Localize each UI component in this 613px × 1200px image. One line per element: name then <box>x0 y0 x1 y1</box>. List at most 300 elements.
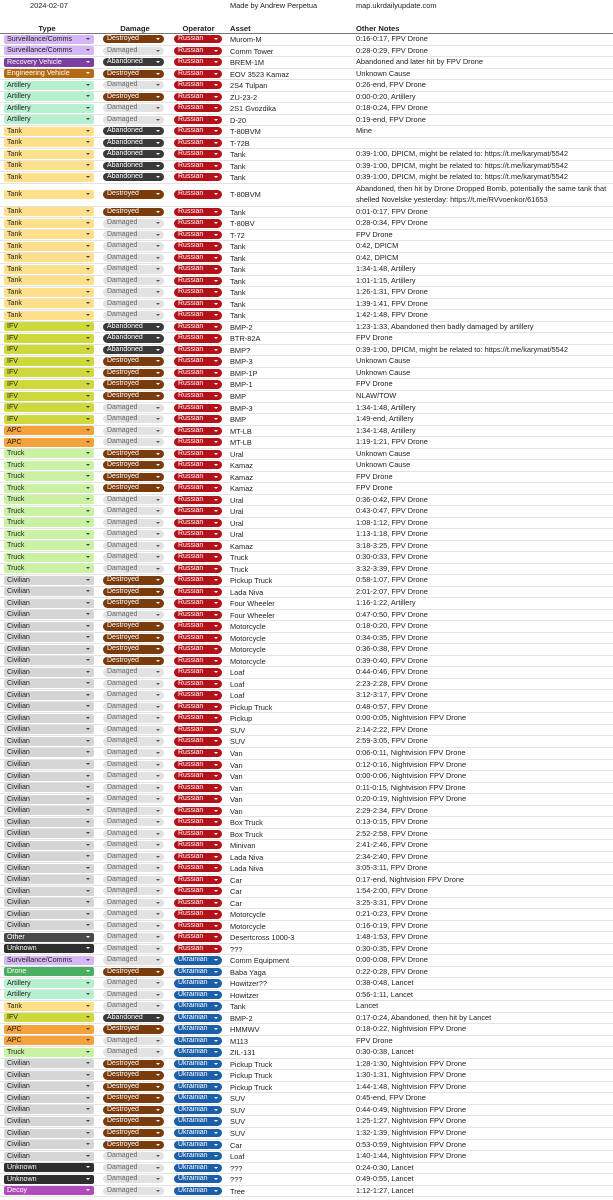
operator-dropdown[interactable] <box>174 553 222 561</box>
type-dropdown[interactable] <box>4 772 94 781</box>
operator-dropdown[interactable] <box>174 47 222 55</box>
damage-dropdown[interactable] <box>103 853 164 861</box>
type-dropdown[interactable] <box>4 311 94 320</box>
damage-dropdown[interactable] <box>103 576 164 584</box>
type-dropdown[interactable] <box>4 933 94 942</box>
type-dropdown[interactable] <box>4 541 94 550</box>
type-dropdown[interactable] <box>4 438 94 447</box>
damage-dropdown[interactable] <box>103 1187 164 1195</box>
damage-dropdown[interactable] <box>103 1014 164 1022</box>
type-dropdown[interactable] <box>4 921 94 930</box>
type-dropdown[interactable] <box>4 679 94 688</box>
operator-dropdown[interactable] <box>174 611 222 619</box>
type-dropdown[interactable] <box>4 242 94 251</box>
type-dropdown[interactable] <box>4 633 94 642</box>
operator-dropdown[interactable] <box>174 311 222 319</box>
operator-dropdown[interactable] <box>174 795 222 803</box>
operator-dropdown[interactable] <box>174 265 222 273</box>
operator-dropdown[interactable] <box>174 645 222 653</box>
damage-dropdown[interactable] <box>103 438 164 446</box>
type-dropdown[interactable] <box>4 161 94 170</box>
operator-dropdown[interactable] <box>174 530 222 538</box>
operator-dropdown[interactable] <box>174 772 222 780</box>
operator-dropdown[interactable] <box>174 1094 222 1102</box>
damage-dropdown[interactable] <box>103 404 164 412</box>
damage-dropdown[interactable] <box>103 795 164 803</box>
operator-dropdown[interactable] <box>174 277 222 285</box>
operator-dropdown[interactable] <box>174 933 222 941</box>
type-dropdown[interactable] <box>4 1025 94 1034</box>
operator-dropdown[interactable] <box>174 634 222 642</box>
type-dropdown[interactable] <box>4 1163 94 1172</box>
type-dropdown[interactable] <box>4 58 94 67</box>
type-dropdown[interactable] <box>4 967 94 976</box>
type-dropdown[interactable] <box>4 875 94 884</box>
damage-dropdown[interactable] <box>103 323 164 331</box>
operator-dropdown[interactable] <box>174 404 222 412</box>
operator-dropdown[interactable] <box>174 945 222 953</box>
damage-dropdown[interactable] <box>103 1060 164 1068</box>
damage-dropdown[interactable] <box>103 496 164 504</box>
type-dropdown[interactable] <box>4 345 94 354</box>
damage-dropdown[interactable] <box>103 70 164 78</box>
damage-dropdown[interactable] <box>103 818 164 826</box>
type-dropdown[interactable] <box>4 484 94 493</box>
header-damage[interactable]: Damage <box>120 24 150 33</box>
operator-dropdown[interactable] <box>174 737 222 745</box>
type-dropdown[interactable] <box>4 288 94 297</box>
operator-dropdown[interactable] <box>174 1175 222 1183</box>
type-dropdown[interactable] <box>4 1002 94 1011</box>
damage-dropdown[interactable] <box>103 841 164 849</box>
operator-dropdown[interactable] <box>174 334 222 342</box>
type-dropdown[interactable] <box>4 910 94 919</box>
operator-dropdown[interactable] <box>174 876 222 884</box>
type-dropdown[interactable] <box>4 714 94 723</box>
damage-dropdown[interactable] <box>103 208 164 216</box>
operator-dropdown[interactable] <box>174 484 222 492</box>
damage-dropdown[interactable] <box>103 968 164 976</box>
header-asset[interactable]: Asset <box>230 24 251 33</box>
damage-dropdown[interactable] <box>103 530 164 538</box>
operator-dropdown[interactable] <box>174 519 222 527</box>
damage-dropdown[interactable] <box>103 1164 164 1172</box>
damage-dropdown[interactable] <box>103 933 164 941</box>
damage-dropdown[interactable] <box>103 599 164 607</box>
damage-dropdown[interactable] <box>103 450 164 458</box>
operator-dropdown[interactable] <box>174 576 222 584</box>
damage-dropdown[interactable] <box>103 357 164 365</box>
type-dropdown[interactable] <box>4 190 94 199</box>
operator-dropdown[interactable] <box>174 415 222 423</box>
damage-dropdown[interactable] <box>103 864 164 872</box>
damage-dropdown[interactable] <box>103 784 164 792</box>
operator-dropdown[interactable] <box>174 864 222 872</box>
damage-dropdown[interactable] <box>103 139 164 147</box>
type-dropdown[interactable] <box>4 1048 94 1057</box>
type-dropdown[interactable] <box>4 299 94 308</box>
operator-dropdown[interactable] <box>174 588 222 596</box>
type-dropdown[interactable] <box>4 725 94 734</box>
damage-dropdown[interactable] <box>103 104 164 112</box>
operator-dropdown[interactable] <box>174 668 222 676</box>
type-dropdown[interactable] <box>4 207 94 216</box>
operator-dropdown[interactable] <box>174 254 222 262</box>
damage-dropdown[interactable] <box>103 979 164 987</box>
damage-dropdown[interactable] <box>103 242 164 250</box>
damage-dropdown[interactable] <box>103 219 164 227</box>
damage-dropdown[interactable] <box>103 588 164 596</box>
operator-dropdown[interactable] <box>174 357 222 365</box>
type-dropdown[interactable] <box>4 829 94 838</box>
header-type[interactable]: Type <box>38 24 56 33</box>
operator-dropdown[interactable] <box>174 1014 222 1022</box>
operator-dropdown[interactable] <box>174 899 222 907</box>
operator-dropdown[interactable] <box>174 841 222 849</box>
type-dropdown[interactable] <box>4 1059 94 1068</box>
damage-dropdown[interactable] <box>103 1037 164 1045</box>
type-dropdown[interactable] <box>4 783 94 792</box>
operator-dropdown[interactable] <box>174 369 222 377</box>
operator-dropdown[interactable] <box>174 1060 222 1068</box>
operator-dropdown[interactable] <box>174 288 222 296</box>
type-dropdown[interactable] <box>4 656 94 665</box>
damage-dropdown[interactable] <box>103 1071 164 1079</box>
type-dropdown[interactable] <box>4 461 94 470</box>
operator-dropdown[interactable] <box>174 427 222 435</box>
type-dropdown[interactable] <box>4 1094 94 1103</box>
operator-dropdown[interactable] <box>174 691 222 699</box>
damage-dropdown[interactable] <box>103 899 164 907</box>
damage-dropdown[interactable] <box>103 703 164 711</box>
damage-dropdown[interactable] <box>103 1129 164 1137</box>
type-dropdown[interactable] <box>4 35 94 44</box>
operator-dropdown[interactable] <box>174 703 222 711</box>
type-dropdown[interactable] <box>4 380 94 389</box>
damage-dropdown[interactable] <box>103 231 164 239</box>
operator-dropdown[interactable] <box>174 807 222 815</box>
damage-dropdown[interactable] <box>103 691 164 699</box>
damage-dropdown[interactable] <box>103 93 164 101</box>
damage-dropdown[interactable] <box>103 35 164 43</box>
type-dropdown[interactable] <box>4 518 94 527</box>
damage-dropdown[interactable] <box>103 415 164 423</box>
damage-dropdown[interactable] <box>103 300 164 308</box>
damage-dropdown[interactable] <box>103 1175 164 1183</box>
operator-dropdown[interactable] <box>174 93 222 101</box>
damage-dropdown[interactable] <box>103 565 164 573</box>
damage-dropdown[interactable] <box>103 116 164 124</box>
operator-dropdown[interactable] <box>174 657 222 665</box>
type-dropdown[interactable] <box>4 403 94 412</box>
operator-dropdown[interactable] <box>174 761 222 769</box>
type-dropdown[interactable] <box>4 760 94 769</box>
operator-dropdown[interactable] <box>174 380 222 388</box>
type-dropdown[interactable] <box>4 841 94 850</box>
operator-dropdown[interactable] <box>174 922 222 930</box>
damage-dropdown[interactable] <box>103 484 164 492</box>
damage-dropdown[interactable] <box>103 254 164 262</box>
damage-dropdown[interactable] <box>103 473 164 481</box>
type-dropdown[interactable] <box>4 1129 94 1138</box>
type-dropdown[interactable] <box>4 334 94 343</box>
damage-dropdown[interactable] <box>103 749 164 757</box>
operator-dropdown[interactable] <box>174 507 222 515</box>
damage-dropdown[interactable] <box>103 726 164 734</box>
type-dropdown[interactable] <box>4 472 94 481</box>
type-dropdown[interactable] <box>4 564 94 573</box>
damage-dropdown[interactable] <box>103 150 164 158</box>
damage-dropdown[interactable] <box>103 910 164 918</box>
operator-dropdown[interactable] <box>174 127 222 135</box>
damage-dropdown[interactable] <box>103 507 164 515</box>
damage-dropdown[interactable] <box>103 542 164 550</box>
operator-dropdown[interactable] <box>174 438 222 446</box>
damage-dropdown[interactable] <box>103 1025 164 1033</box>
type-dropdown[interactable] <box>4 1140 94 1149</box>
damage-dropdown[interactable] <box>103 1094 164 1102</box>
operator-dropdown[interactable] <box>174 116 222 124</box>
type-dropdown[interactable] <box>4 415 94 424</box>
operator-dropdown[interactable] <box>174 461 222 469</box>
damage-dropdown[interactable] <box>103 991 164 999</box>
damage-dropdown[interactable] <box>103 830 164 838</box>
operator-dropdown[interactable] <box>174 323 222 331</box>
damage-dropdown[interactable] <box>103 47 164 55</box>
type-dropdown[interactable] <box>4 737 94 746</box>
header-operator[interactable]: Operator <box>182 24 215 33</box>
type-dropdown[interactable] <box>4 990 94 999</box>
type-dropdown[interactable] <box>4 1082 94 1091</box>
operator-dropdown[interactable] <box>174 680 222 688</box>
damage-dropdown[interactable] <box>103 737 164 745</box>
damage-dropdown[interactable] <box>103 622 164 630</box>
type-dropdown[interactable] <box>4 1013 94 1022</box>
operator-dropdown[interactable] <box>174 714 222 722</box>
type-dropdown[interactable] <box>4 1186 94 1195</box>
operator-dropdown[interactable] <box>174 726 222 734</box>
damage-dropdown[interactable] <box>103 668 164 676</box>
type-dropdown[interactable] <box>4 392 94 401</box>
operator-dropdown[interactable] <box>174 818 222 826</box>
operator-dropdown[interactable] <box>174 496 222 504</box>
type-dropdown[interactable] <box>4 1117 94 1126</box>
operator-dropdown[interactable] <box>174 35 222 43</box>
type-dropdown[interactable] <box>4 806 94 815</box>
type-dropdown[interactable] <box>4 276 94 285</box>
type-dropdown[interactable] <box>4 426 94 435</box>
damage-dropdown[interactable] <box>103 461 164 469</box>
type-dropdown[interactable] <box>4 1105 94 1114</box>
type-dropdown[interactable] <box>4 691 94 700</box>
damage-dropdown[interactable] <box>103 772 164 780</box>
operator-dropdown[interactable] <box>174 910 222 918</box>
operator-dropdown[interactable] <box>174 979 222 987</box>
type-dropdown[interactable] <box>4 645 94 654</box>
type-dropdown[interactable] <box>4 702 94 711</box>
type-dropdown[interactable] <box>4 610 94 619</box>
operator-dropdown[interactable] <box>174 1152 222 1160</box>
damage-dropdown[interactable] <box>103 657 164 665</box>
operator-dropdown[interactable] <box>174 70 222 78</box>
operator-dropdown[interactable] <box>174 784 222 792</box>
operator-dropdown[interactable] <box>174 599 222 607</box>
operator-dropdown[interactable] <box>174 1187 222 1195</box>
damage-dropdown[interactable] <box>103 81 164 89</box>
type-dropdown[interactable] <box>4 322 94 331</box>
type-dropdown[interactable] <box>4 530 94 539</box>
damage-dropdown[interactable] <box>103 1048 164 1056</box>
type-dropdown[interactable] <box>4 357 94 366</box>
operator-dropdown[interactable] <box>174 450 222 458</box>
type-dropdown[interactable] <box>4 253 94 262</box>
type-dropdown[interactable] <box>4 150 94 159</box>
type-dropdown[interactable] <box>4 81 94 90</box>
operator-dropdown[interactable] <box>174 968 222 976</box>
type-dropdown[interactable] <box>4 230 94 239</box>
damage-dropdown[interactable] <box>103 380 164 388</box>
operator-dropdown[interactable] <box>174 1025 222 1033</box>
site-link[interactable]: map.ukrdailyupdate.com <box>356 1 437 10</box>
operator-dropdown[interactable] <box>174 300 222 308</box>
operator-dropdown[interactable] <box>174 1117 222 1125</box>
damage-dropdown[interactable] <box>103 519 164 527</box>
type-dropdown[interactable] <box>4 138 94 147</box>
operator-dropdown[interactable] <box>174 162 222 170</box>
operator-dropdown[interactable] <box>174 58 222 66</box>
type-dropdown[interactable] <box>4 1152 94 1161</box>
damage-dropdown[interactable] <box>103 553 164 561</box>
damage-dropdown[interactable] <box>103 277 164 285</box>
damage-dropdown[interactable] <box>103 1106 164 1114</box>
type-dropdown[interactable] <box>4 979 94 988</box>
operator-dropdown[interactable] <box>174 991 222 999</box>
type-dropdown[interactable] <box>4 115 94 124</box>
type-dropdown[interactable] <box>4 368 94 377</box>
damage-dropdown[interactable] <box>103 1141 164 1149</box>
operator-dropdown[interactable] <box>174 190 222 198</box>
damage-dropdown[interactable] <box>103 887 164 895</box>
type-dropdown[interactable] <box>4 599 94 608</box>
type-dropdown[interactable] <box>4 46 94 55</box>
type-dropdown[interactable] <box>4 748 94 757</box>
type-dropdown[interactable] <box>4 956 94 965</box>
type-dropdown[interactable] <box>4 507 94 516</box>
operator-dropdown[interactable] <box>174 853 222 861</box>
damage-dropdown[interactable] <box>103 173 164 181</box>
damage-dropdown[interactable] <box>103 190 164 198</box>
damage-dropdown[interactable] <box>103 807 164 815</box>
damage-dropdown[interactable] <box>103 634 164 642</box>
type-dropdown[interactable] <box>4 1071 94 1080</box>
damage-dropdown[interactable] <box>103 645 164 653</box>
type-dropdown[interactable] <box>4 1036 94 1045</box>
damage-dropdown[interactable] <box>103 346 164 354</box>
type-dropdown[interactable] <box>4 495 94 504</box>
operator-dropdown[interactable] <box>174 81 222 89</box>
damage-dropdown[interactable] <box>103 1083 164 1091</box>
operator-dropdown[interactable] <box>174 139 222 147</box>
damage-dropdown[interactable] <box>103 945 164 953</box>
operator-dropdown[interactable] <box>174 1083 222 1091</box>
operator-dropdown[interactable] <box>174 104 222 112</box>
operator-dropdown[interactable] <box>174 150 222 158</box>
type-dropdown[interactable] <box>4 795 94 804</box>
operator-dropdown[interactable] <box>174 956 222 964</box>
type-dropdown[interactable] <box>4 898 94 907</box>
operator-dropdown[interactable] <box>174 1037 222 1045</box>
type-dropdown[interactable] <box>4 219 94 228</box>
operator-dropdown[interactable] <box>174 1071 222 1079</box>
operator-dropdown[interactable] <box>174 346 222 354</box>
damage-dropdown[interactable] <box>103 369 164 377</box>
damage-dropdown[interactable] <box>103 288 164 296</box>
damage-dropdown[interactable] <box>103 427 164 435</box>
operator-dropdown[interactable] <box>174 622 222 630</box>
operator-dropdown[interactable] <box>174 749 222 757</box>
type-dropdown[interactable] <box>4 69 94 78</box>
type-dropdown[interactable] <box>4 449 94 458</box>
damage-dropdown[interactable] <box>103 876 164 884</box>
operator-dropdown[interactable] <box>174 473 222 481</box>
operator-dropdown[interactable] <box>174 219 222 227</box>
type-dropdown[interactable] <box>4 852 94 861</box>
type-dropdown[interactable] <box>4 92 94 101</box>
damage-dropdown[interactable] <box>103 58 164 66</box>
damage-dropdown[interactable] <box>103 311 164 319</box>
operator-dropdown[interactable] <box>174 1129 222 1137</box>
operator-dropdown[interactable] <box>174 173 222 181</box>
operator-dropdown[interactable] <box>174 565 222 573</box>
type-dropdown[interactable] <box>4 944 94 953</box>
damage-dropdown[interactable] <box>103 127 164 135</box>
type-dropdown[interactable] <box>4 104 94 113</box>
operator-dropdown[interactable] <box>174 1002 222 1010</box>
operator-dropdown[interactable] <box>174 392 222 400</box>
header-notes[interactable]: Other Notes <box>356 24 400 33</box>
type-dropdown[interactable] <box>4 887 94 896</box>
damage-dropdown[interactable] <box>103 1117 164 1125</box>
type-dropdown[interactable] <box>4 864 94 873</box>
type-dropdown[interactable] <box>4 1175 94 1184</box>
type-dropdown[interactable] <box>4 576 94 585</box>
damage-dropdown[interactable] <box>103 1152 164 1160</box>
damage-dropdown[interactable] <box>103 611 164 619</box>
operator-dropdown[interactable] <box>174 1106 222 1114</box>
type-dropdown[interactable] <box>4 553 94 562</box>
damage-dropdown[interactable] <box>103 761 164 769</box>
operator-dropdown[interactable] <box>174 1164 222 1172</box>
operator-dropdown[interactable] <box>174 542 222 550</box>
type-dropdown[interactable] <box>4 668 94 677</box>
operator-dropdown[interactable] <box>174 231 222 239</box>
damage-dropdown[interactable] <box>103 392 164 400</box>
type-dropdown[interactable] <box>4 127 94 136</box>
operator-dropdown[interactable] <box>174 1048 222 1056</box>
damage-dropdown[interactable] <box>103 680 164 688</box>
damage-dropdown[interactable] <box>103 334 164 342</box>
operator-dropdown[interactable] <box>174 242 222 250</box>
operator-dropdown[interactable] <box>174 1141 222 1149</box>
operator-dropdown[interactable] <box>174 830 222 838</box>
operator-dropdown[interactable] <box>174 887 222 895</box>
type-dropdown[interactable] <box>4 173 94 182</box>
type-dropdown[interactable] <box>4 622 94 631</box>
damage-dropdown[interactable] <box>103 714 164 722</box>
damage-dropdown[interactable] <box>103 1002 164 1010</box>
damage-dropdown[interactable] <box>103 162 164 170</box>
damage-dropdown[interactable] <box>103 265 164 273</box>
